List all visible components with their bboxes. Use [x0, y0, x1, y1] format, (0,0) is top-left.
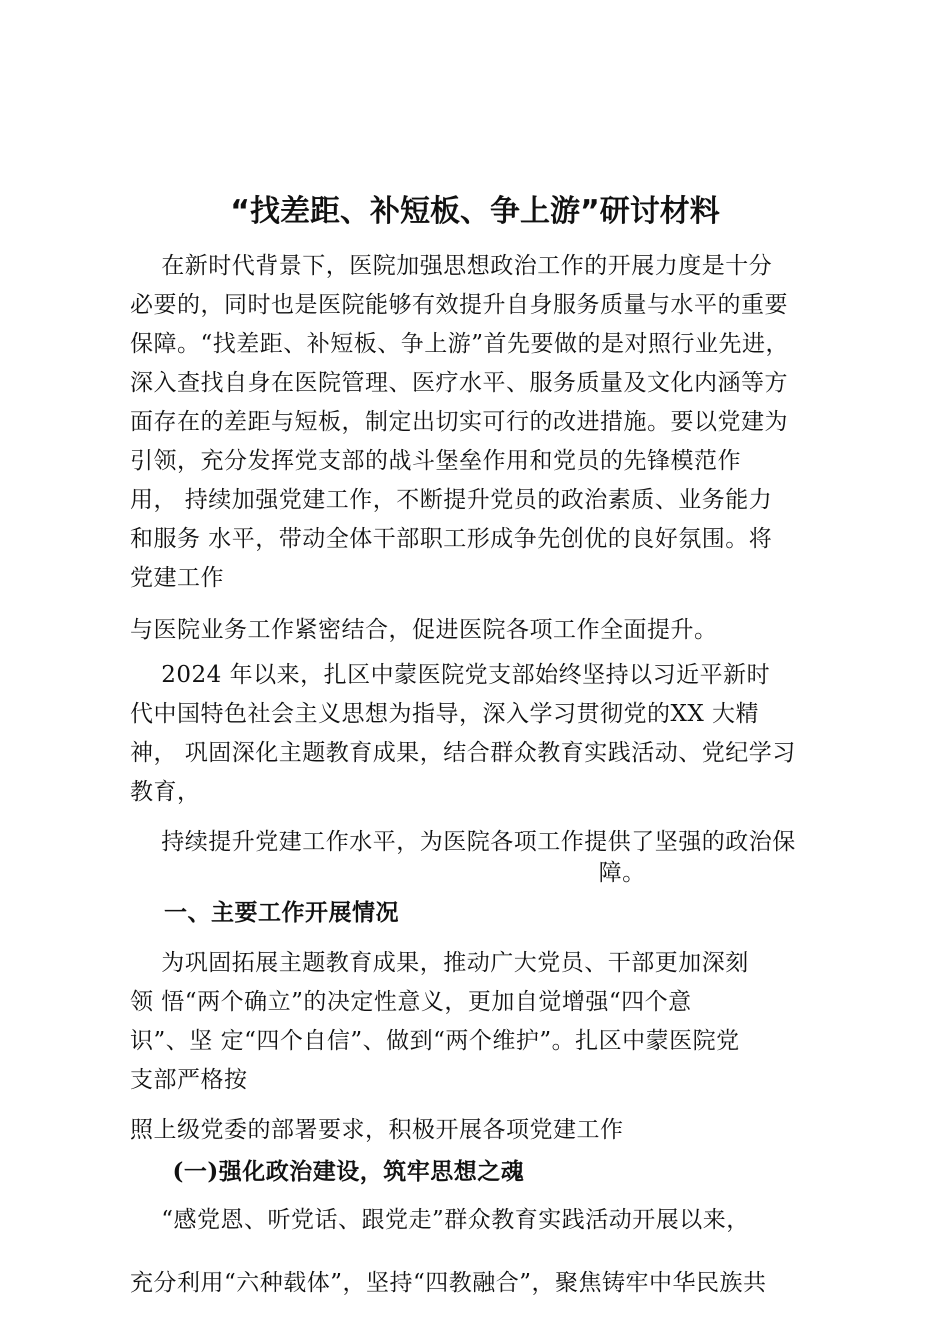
paragraph-line: 深入查找自身在医院管理、医疗水平、服务质量及文化内涵等方: [130, 370, 788, 396]
paragraph-line: 用， 持续加强党建工作，不断提升党员的政治素质、业务能力: [130, 487, 773, 513]
paragraph-line: 代中国特色社会主义思想为指导，深入学习贯彻党的XX 大精: [130, 701, 760, 727]
paragraph-line: 引领，充分发挥党支部的战斗堡垒作用和党员的先锋模范作: [130, 448, 741, 474]
paragraph-line: 2024 年以来，扎区中蒙医院党支部始终坚持以习近平新时: [130, 662, 771, 688]
paragraph-line: 照上级党委的部署要求，积极开展各项党建工作: [130, 1117, 624, 1143]
paragraph-line: 保障。“找差距、补短板、争上游”首先要做的是对照行业先进，: [130, 331, 790, 357]
paragraph-line: 持续提升党建工作水平，为医院各项工作提供了坚强的政治保: [130, 829, 796, 855]
paragraph-line: 党建工作: [130, 565, 224, 591]
subsection-heading: (一)强化政治建设，筑牢思想之魂: [130, 1158, 525, 1185]
section-heading: 一、主要工作开展情况: [130, 900, 400, 926]
document-title: “找差距、补短板、争上游”研讨材料: [230, 194, 720, 229]
paragraph-line: 与医院业务工作紧密结合，促进医院各项工作全面提升。: [130, 617, 718, 643]
paragraph-line: 障。: [130, 860, 646, 886]
paragraph-line: 充分利用“六种载体”，坚持“四教融合”，聚焦铸牢中华民族共: [130, 1270, 767, 1296]
paragraph-line: 面存在的差距与短板，制定出切实可行的改进措施。要以党建为: [130, 409, 788, 435]
paragraph-line: 识”、坚 定“四个自信”、做到“两个维护”。扎区中蒙医院党: [130, 1028, 740, 1054]
paragraph-line: 神， 巩固深化主题教育成果，结合群众教育实践活动、党纪学习: [130, 740, 796, 766]
paragraph-line: 为巩固拓展主题教育成果，推动广大党员、干部更加深刻: [130, 950, 749, 976]
paragraph-line: 支部严格按: [130, 1067, 248, 1093]
paragraph-line: “感党恩、听党话、跟党走”群众教育实践活动开展以来，: [130, 1207, 750, 1233]
paragraph-line: 在新时代背景下，医院加强思想政治工作的开展力度是十分: [130, 253, 773, 279]
paragraph-line: 和服务 水平，带动全体干部职工形成争先创优的良好氛围。将: [130, 526, 773, 552]
paragraph-line: 领 悟“两个确立”的决定性意义，更加自觉增强“四个意: [130, 989, 692, 1015]
paragraph-line: 教育，: [130, 779, 201, 805]
paragraph-line: 必要的，同时也是医院能够有效提升自身服务质量与水平的重要: [130, 292, 788, 318]
